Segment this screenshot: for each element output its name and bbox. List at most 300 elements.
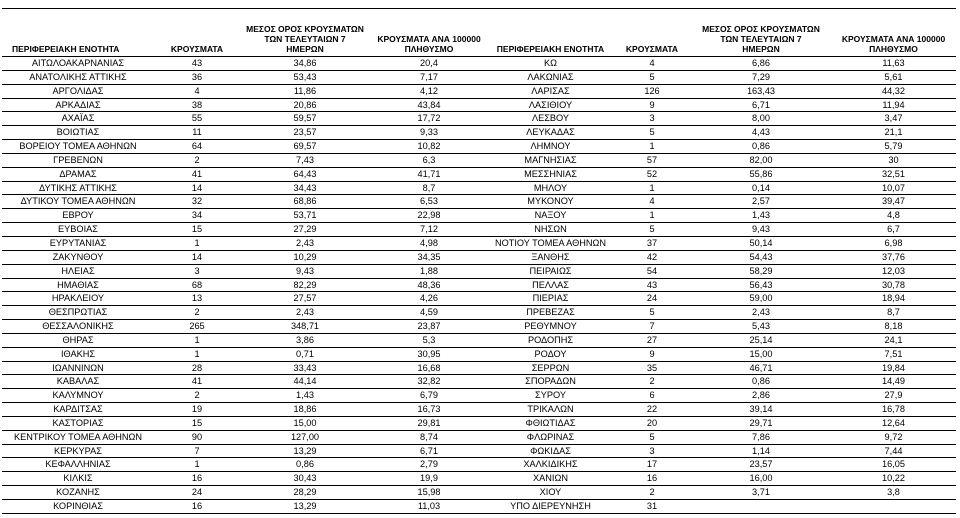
cell-right-per100k: 16,05 [882, 459, 905, 470]
cell-right-per100k: 3,8 [887, 487, 900, 498]
table-row [2, 154, 956, 168]
cell-left-avg: 27,29 [293, 224, 317, 235]
header-cases-right: ΚΡΟΥΣΜΑΤΑ [625, 44, 679, 54]
cell-left-avg: 68,86 [293, 196, 317, 207]
cell-right-region: ΛΕΣΒΟΥ [531, 113, 570, 124]
cell-left-region: ΚΕΡΚΥΡΑΣ [54, 445, 102, 456]
cell-right-avg: 2,43 [752, 307, 770, 318]
table-row [2, 472, 956, 486]
cell-right-avg: 25,14 [749, 334, 773, 345]
cell-right-per100k: 8,7 [887, 307, 900, 318]
cell-right-avg: 163,43 [746, 85, 776, 96]
cell-right-cases: 31 [646, 501, 658, 511]
cell-left-cases: 3 [194, 265, 200, 276]
cell-left-avg: 1,43 [296, 390, 314, 401]
cell-left-avg: 82,29 [293, 279, 317, 290]
cell-left-avg: 0,71 [296, 348, 314, 359]
cell-left-per100k: 6,71 [420, 445, 438, 456]
cell-left-avg: 3,86 [296, 334, 314, 345]
table-row [2, 265, 956, 279]
cell-right-cases: 16 [646, 473, 658, 484]
cell-left-cases: 41 [191, 376, 203, 387]
cell-left-per100k: 8,7 [422, 182, 436, 193]
cell-left-per100k: 34,35 [417, 251, 441, 262]
table-row [2, 112, 956, 126]
cell-right-avg: 50,14 [749, 237, 773, 248]
cell-right-per100k: 39,47 [882, 196, 905, 207]
table-row [2, 500, 956, 514]
cell-right-avg: 0,86 [752, 141, 770, 152]
cell-left-cases: 36 [191, 71, 203, 82]
table-row [2, 126, 956, 140]
cell-right-per100k: 16,78 [882, 404, 905, 415]
cell-left-per100k: 16,68 [417, 362, 441, 373]
cell-left-avg: 13,29 [293, 445, 317, 456]
cell-left-region: ΕΥΒΟΙΑΣ [58, 224, 98, 235]
cell-right-avg: 82,00 [749, 154, 773, 165]
cell-left-cases: 265 [189, 321, 205, 332]
cell-left-per100k: 32,82 [417, 376, 441, 387]
cell-left-per100k: 4,12 [420, 85, 438, 96]
cell-left-per100k: 20,4 [420, 58, 438, 68]
cell-left-per100k: 5,3 [422, 334, 436, 345]
cell-left-region: ΚΙΛΚΙΣ [63, 473, 93, 484]
cell-right-cases: 35 [646, 362, 658, 373]
cell-left-avg: 127,00 [290, 431, 320, 442]
cell-left-cases: 14 [191, 182, 203, 193]
cell-right-avg: 15,00 [749, 348, 773, 359]
cell-right-cases: 27 [646, 334, 658, 345]
cell-left-region: ΚΑΛΥΜΝΟΥ [52, 390, 104, 401]
cell-left-region: ΘΕΣΣΑΛΟΝΙΚΗΣ [42, 321, 114, 332]
table-body [2, 57, 956, 514]
cell-right-region: ΛΑΡΙΣΑΣ [531, 85, 570, 96]
cell-left-region: ΚΑΒΑΛΑΣ [56, 376, 100, 387]
cell-left-cases: 4 [194, 85, 200, 96]
cell-left-avg: 59,57 [293, 113, 317, 124]
cell-left-region: ΙΩΑΝΝΙΝΩΝ [52, 362, 104, 373]
cell-right-region: ΣΠΟΡΑΔΩΝ [525, 376, 576, 387]
cell-right-per100k: 32,51 [882, 168, 905, 179]
cell-right-avg: 4,43 [752, 127, 770, 138]
cell-right-region: ΡΟΔΟΠΗΣ [527, 334, 574, 345]
cell-left-cases: 34 [191, 210, 203, 221]
cell-left-region: ΚΟΖΑΝΗΣ [56, 487, 100, 498]
cell-left-cases: 2 [194, 390, 200, 401]
table-row [2, 251, 956, 265]
table-row [2, 223, 956, 237]
cell-right-avg: 16,00 [749, 473, 773, 484]
table-row [2, 458, 956, 472]
cell-right-avg [691, 500, 831, 513]
cell-left-per100k: 11,03 [417, 501, 441, 511]
table-row [2, 85, 956, 99]
cell-left-per100k: 4,98 [420, 237, 438, 248]
table-row [2, 417, 956, 431]
cell-right-per100k [831, 500, 956, 513]
cell-right-region: ΠΡΕΒΕΖΑΣ [526, 307, 575, 318]
table-row [2, 279, 956, 293]
table-row [2, 403, 956, 417]
cell-right-cases: 1 [649, 210, 655, 221]
cell-right-cases: 5 [649, 307, 655, 318]
cell-left-per100k: 48,36 [417, 279, 441, 290]
table-row [2, 195, 956, 209]
cell-right-region: ΜΥΚΟΝΟΥ [527, 196, 574, 207]
cell-left-avg: 28,29 [293, 487, 317, 498]
cell-left-region: ΕΒΡΟΥ [62, 210, 94, 221]
cell-left-per100k: 19,9 [420, 473, 438, 484]
cell-right-avg: 59,00 [749, 293, 773, 304]
cell-left-cases: 1 [194, 334, 200, 345]
cell-left-region: ΚΑΣΤΟΡΙΑΣ [52, 417, 104, 428]
header-per100k-left: ΚΡΟΥΣΜΑΤΑ ΑΝΑ 100000 ΠΛΗΘΥΣΜΟ [377, 34, 481, 54]
cell-right-region: ΜΕΣΣΗΝΙΑΣ [524, 168, 577, 179]
cell-left-per100k: 8,74 [420, 431, 438, 442]
cell-left-cases: 38 [191, 99, 203, 110]
table-row [2, 486, 956, 500]
cell-left-region: ΗΜΑΘΙΑΣ [57, 279, 99, 290]
cell-right-region: ΠΕΛΛΑΣ [532, 279, 569, 290]
table-row [2, 389, 956, 403]
cell-right-per100k: 4,8 [887, 210, 900, 221]
cell-right-region: ΛΑΚΩΝΙΑΣ [527, 71, 574, 82]
cell-left-region: ΗΡΑΚΛΕΙΟΥ [51, 293, 105, 304]
cell-right-per100k: 5,61 [884, 71, 903, 82]
cell-left-region: ΗΛΕΙΑΣ [61, 265, 95, 276]
cell-right-per100k: 11,94 [882, 99, 905, 110]
cell-right-cases: 5 [649, 224, 655, 235]
cell-right-per100k: 24,1 [884, 334, 903, 345]
cell-right-cases: 54 [646, 265, 658, 276]
cell-right-per100k: 27,9 [884, 390, 903, 401]
cell-left-avg: 2,43 [296, 307, 314, 318]
cell-left-per100k: 9,33 [420, 127, 438, 138]
table-row [2, 334, 956, 348]
cell-right-cases: 43 [646, 279, 658, 290]
cell-left-cases: 32 [191, 196, 203, 207]
cases-table [2, 8, 956, 514]
cell-right-region: ΝΑΞΟΥ [534, 210, 567, 221]
cell-left-region: ΚΕΦΑΛΛΗΝΙΑΣ [45, 459, 111, 470]
cell-left-per100k: 22,98 [417, 210, 441, 221]
cell-left-per100k: 30,95 [417, 348, 441, 359]
cell-right-region: ΠΕΙΡΑΙΩΣ [529, 265, 572, 276]
cell-right-avg: 2,57 [752, 196, 770, 207]
cell-left-region: ΑΧΑΪΑΣ [61, 113, 95, 124]
cell-right-per100k: 3,47 [884, 113, 903, 124]
cell-right-cases: 2 [649, 487, 655, 498]
cell-left-avg: 9,43 [296, 265, 314, 276]
cell-right-per100k: 21,1 [884, 127, 903, 138]
cell-left-cases: 43 [191, 58, 203, 68]
header-avg-right: ΜΕΣΟΣ ΟΡΟΣ ΚΡΟΥΣΜΑΤΩΝ ΤΩΝ ΤΕΛΕΥΤΑΙΩΝ 7 ΗΜΕΡΩΝ [702, 24, 820, 54]
cell-left-region: ΑΡΓΟΛΙΔΑΣ [52, 85, 104, 96]
cell-left-cases: 16 [191, 473, 203, 484]
cell-left-avg: 7,43 [296, 154, 314, 165]
cell-right-cases: 1 [649, 182, 655, 193]
cell-left-cases: 2 [194, 154, 200, 165]
cell-right-per100k: 7,44 [884, 445, 903, 456]
table-row [2, 362, 956, 376]
header-avg-left: ΜΕΣΟΣ ΟΡΟΣ ΚΡΟΥΣΜΑΤΩΝ ΤΩΝ ΤΕΛΕΥΤΑΙΩΝ 7 ΗΜΕΡΩΝ [246, 24, 364, 54]
cell-left-avg: 27,57 [293, 293, 317, 304]
cell-left-cases: 41 [191, 168, 203, 179]
cell-left-cases: 14 [191, 251, 203, 262]
cell-left-cases: 24 [191, 487, 203, 498]
cell-left-region: ΑΙΤΩΛΟΑΚΑΡΝΑΝΙΑΣ [31, 58, 125, 68]
table-row [2, 99, 956, 113]
cell-left-region: ΖΑΚΥΝΘΟΥ [52, 251, 104, 262]
cell-right-cases: 3 [649, 445, 655, 456]
cell-left-avg: 348,71 [290, 321, 320, 332]
cell-right-cases: 5 [649, 127, 655, 138]
cell-right-cases: 42 [646, 251, 658, 262]
cell-left-avg: 34,43 [293, 182, 317, 193]
cell-left-region: ΓΡΕΒΕΝΩΝ [53, 154, 103, 165]
cell-right-per100k: 10,22 [882, 473, 905, 484]
cell-left-avg: 64,43 [293, 168, 317, 179]
cell-left-region: ΑΡΚΑΔΙΑΣ [55, 99, 101, 110]
cell-right-per100k: 30,78 [882, 279, 905, 290]
cell-right-cases: 5 [649, 431, 655, 442]
cell-right-avg: 8,00 [752, 113, 770, 124]
cell-right-region: ΧΙΟΥ [539, 487, 562, 498]
cell-right-avg: 1,14 [752, 445, 770, 456]
cell-left-avg: 2,43 [296, 237, 314, 248]
header-region-right: ΠΕΡΙΦΕΡΕΙΑΚΗ ΕΝΟΤΗΤΑ [496, 44, 605, 54]
cell-right-per100k: 6,7 [887, 224, 900, 235]
cell-right-per100k: 44,32 [882, 85, 905, 96]
cell-right-region: ΝΟΤΙΟΥ ΤΟΜΕΑ ΑΘΗΝΩΝ [494, 237, 607, 248]
cell-right-per100k: 30 [888, 154, 899, 165]
cell-left-cases: 90 [191, 431, 203, 442]
cell-right-avg: 54,43 [749, 251, 773, 262]
cell-right-avg: 1,43 [752, 210, 770, 221]
cell-left-avg: 0,86 [296, 459, 314, 470]
cell-right-cases: 20 [646, 417, 658, 428]
cell-right-region: ΤΡΙΚΑΛΩΝ [527, 404, 574, 415]
cell-right-region: ΡΟΔΟΥ [534, 348, 567, 359]
cell-right-region: ΠΙΕΡΙΑΣ [532, 293, 569, 304]
cell-right-cases: 126 [644, 85, 660, 96]
cell-right-region: ΝΗΣΩΝ [534, 224, 567, 235]
cell-left-per100k: 1,88 [420, 265, 438, 276]
cell-right-cases: 2 [649, 376, 655, 387]
cell-right-avg: 9,43 [752, 224, 770, 235]
table-row [2, 71, 956, 85]
table-row [2, 57, 956, 71]
cell-left-per100k: 7,17 [420, 71, 438, 82]
cell-right-per100k: 8,18 [884, 321, 903, 332]
cell-right-region: ΣΥΡΟΥ [535, 390, 566, 401]
cell-right-per100k: 18,94 [882, 293, 905, 304]
cell-left-cases: 1 [194, 348, 200, 359]
cell-left-region: ΔΥΤΙΚΗΣ ΑΤΤΙΚΗΣ [39, 182, 117, 193]
table-row [2, 292, 956, 306]
cell-right-region: ΦΩΚΙΔΑΣ [530, 445, 571, 456]
cell-left-per100k: 6,79 [420, 390, 438, 401]
cell-right-avg: 0,86 [752, 376, 770, 387]
cell-left-region: ΒΟΙΩΤΙΑΣ [56, 127, 100, 138]
cell-right-region: ΛΕΥΚΑΔΑΣ [526, 127, 575, 138]
cell-right-per100k: 12,03 [882, 265, 905, 276]
cell-left-region: ΔΥΤΙΚΟΥ ΤΟΜΕΑ ΑΘΗΝΩΝ [20, 196, 136, 207]
header-cases-left: ΚΡΟΥΣΜΑΤΑ [170, 44, 224, 54]
cell-left-region: ΙΘΑΚΗΣ [60, 348, 96, 359]
table-header [2, 8, 956, 57]
cell-right-avg: 23,57 [749, 459, 773, 470]
cell-right-cases: 22 [646, 404, 658, 415]
cell-right-avg: 55,86 [749, 168, 773, 179]
cell-right-cases: 17 [646, 459, 658, 470]
cell-left-avg: 10,29 [293, 251, 317, 262]
cell-left-avg: 13,29 [293, 501, 317, 511]
cell-left-region: ΚΟΡΙΝΘΙΑΣ [53, 501, 103, 511]
cell-left-avg: 11,86 [293, 85, 317, 96]
cell-left-cases: 64 [191, 141, 203, 152]
cell-right-avg: 0,14 [752, 182, 770, 193]
cell-left-cases: 1 [194, 459, 200, 470]
cell-right-region: ΧΑΛΚΙΔΙΚΗΣ [523, 459, 578, 470]
cell-left-per100k: 6,53 [420, 196, 438, 207]
cell-left-avg: 53,71 [293, 210, 317, 221]
cell-right-avg: 46,71 [749, 362, 773, 373]
cell-left-cases: 55 [191, 113, 203, 124]
cell-right-avg: 56,43 [749, 279, 773, 290]
cell-left-cases: 16 [191, 501, 203, 511]
table-row [2, 445, 956, 459]
cell-left-region: ΘΗΡΑΣ [62, 334, 94, 345]
cell-left-cases: 15 [191, 417, 203, 428]
cell-right-per100k: 9,72 [884, 431, 903, 442]
cell-right-avg: 6,71 [752, 99, 770, 110]
cell-right-per100k: 37,76 [882, 251, 905, 262]
cell-right-cases: 52 [646, 168, 658, 179]
cell-left-avg: 44,14 [293, 376, 317, 387]
header-region-left: ΠΕΡΙΦΕΡΕΙΑΚΗ ΕΝΟΤΗΤΑ [12, 44, 120, 54]
cell-right-cases: 24 [646, 293, 658, 304]
cell-left-region: ΘΕΣΠΡΩΤΙΑΣ [48, 307, 108, 318]
cell-right-avg: 29,71 [749, 417, 773, 428]
cell-left-region: ΕΥΡΥΤΑΝΙΑΣ [49, 237, 107, 248]
cell-right-region: ΣΕΡΡΩΝ [531, 362, 570, 373]
cell-right-per100k: 19,84 [882, 362, 905, 373]
cell-right-cases: 4 [649, 58, 655, 68]
cell-left-avg: 18,86 [293, 404, 317, 415]
cell-left-per100k: 16,73 [417, 404, 441, 415]
table-row [2, 140, 956, 154]
cell-right-per100k: 14,49 [882, 376, 905, 387]
cell-left-region: ΑΝΑΤΟΛΙΚΗΣ ΑΤΤΙΚΗΣ [29, 71, 127, 82]
cell-left-avg: 30,43 [293, 473, 317, 484]
cell-left-region: ΒΟΡΕΙΟΥ ΤΟΜΕΑ ΑΘΗΝΩΝ [19, 141, 137, 152]
cell-right-avg: 5,43 [752, 321, 770, 332]
cell-left-cases: 7 [194, 445, 200, 456]
cell-left-avg: 53,43 [293, 71, 317, 82]
cell-right-avg: 58,29 [749, 265, 773, 276]
cell-left-cases: 2 [194, 307, 200, 318]
cell-right-avg: 7,86 [752, 431, 770, 442]
cell-right-avg: 3,71 [752, 487, 770, 498]
cell-left-per100k: 43,84 [417, 99, 441, 110]
cell-right-per100k: 12,64 [882, 417, 905, 428]
cell-left-per100k: 41,71 [417, 168, 441, 179]
cell-left-cases: 1 [194, 237, 200, 248]
cell-left-cases: 13 [191, 293, 203, 304]
cell-left-per100k: 4,26 [420, 293, 438, 304]
table-row [2, 431, 956, 445]
cell-left-per100k: 4,59 [420, 307, 438, 318]
cell-right-region: ΞΑΝΘΗΣ [531, 251, 570, 262]
cell-right-region: ΥΠΟ ΔΙΕΡΕΥΝΗΣΗ [510, 501, 591, 511]
cell-right-region: ΦΘΙΩΤΙΔΑΣ [525, 417, 576, 428]
cell-right-avg: 6,86 [752, 58, 770, 68]
cell-left-per100k: 15,98 [417, 487, 441, 498]
cell-right-region: ΛΗΜΝΟΥ [530, 141, 571, 152]
cell-left-cases: 28 [191, 362, 203, 373]
cell-right-region: ΚΩ [544, 58, 557, 68]
cell-right-region: ΜΗΛΟΥ [533, 182, 568, 193]
cell-left-region: ΔΡΑΜΑΣ [59, 168, 97, 179]
cell-left-per100k: 7,12 [420, 224, 438, 235]
cell-left-cases: 68 [191, 279, 203, 290]
cell-left-avg: 20,86 [293, 99, 317, 110]
cell-right-region: ΜΑΓΝΗΣΙΑΣ [524, 154, 577, 165]
cell-right-cases: 6 [649, 390, 655, 401]
cell-left-per100k: 23,87 [417, 321, 441, 332]
table-row [2, 209, 956, 223]
cell-right-region: ΛΑΣΙΘΙΟΥ [528, 99, 573, 110]
cell-left-cases: 19 [191, 404, 203, 415]
cell-right-cases: 1 [649, 141, 655, 152]
cell-left-cases: 11 [192, 127, 202, 138]
table-row [2, 168, 956, 182]
cell-right-per100k: 5,79 [884, 141, 903, 152]
cell-right-cases: 9 [649, 348, 655, 359]
cell-right-cases: 5 [649, 71, 655, 82]
cell-right-cases: 57 [646, 154, 658, 165]
cell-right-avg: 2,86 [752, 390, 770, 401]
header-per100k-right: ΚΡΟΥΣΜΑΤΑ ΑΝΑ 100000 ΠΛΗΘΥΣΜΟ [841, 34, 946, 54]
cell-right-per100k: 10,07 [882, 182, 905, 193]
cell-left-region: ΚΕΝΤΡΙΚΟΥ ΤΟΜΕΑ ΑΘΗΝΩΝ [13, 431, 143, 442]
cell-right-per100k: 6,98 [884, 237, 903, 248]
cell-left-per100k: 29,81 [417, 417, 441, 428]
table-row [2, 237, 956, 251]
cell-left-per100k: 10,82 [417, 141, 441, 152]
cell-right-avg: 39,14 [749, 404, 773, 415]
cell-right-cases: 9 [649, 99, 655, 110]
cell-left-per100k: 2,79 [420, 459, 438, 470]
cell-right-per100k: 11,63 [882, 58, 905, 68]
cell-right-region: ΡΕΘΥΜΝΟΥ [524, 321, 577, 332]
table-row [2, 320, 956, 334]
cell-right-cases: 7 [649, 321, 655, 332]
cell-right-region: ΧΑΝΙΩΝ [533, 473, 568, 484]
cell-right-cases: 3 [649, 113, 655, 124]
cell-left-avg: 15,00 [293, 417, 317, 428]
cell-left-avg: 34,86 [293, 58, 317, 68]
cell-right-region: ΦΛΩΡΙΝΑΣ [526, 431, 575, 442]
cell-right-avg: 7,29 [752, 71, 770, 82]
table-row [2, 375, 956, 389]
cell-right-per100k: 7,51 [884, 348, 903, 359]
cell-left-region: ΚΑΡΔΙΤΣΑΣ [53, 404, 103, 415]
cell-left-avg: 23,57 [293, 127, 317, 138]
cell-left-per100k: 6,3 [422, 154, 436, 165]
cell-left-cases: 15 [191, 224, 203, 235]
